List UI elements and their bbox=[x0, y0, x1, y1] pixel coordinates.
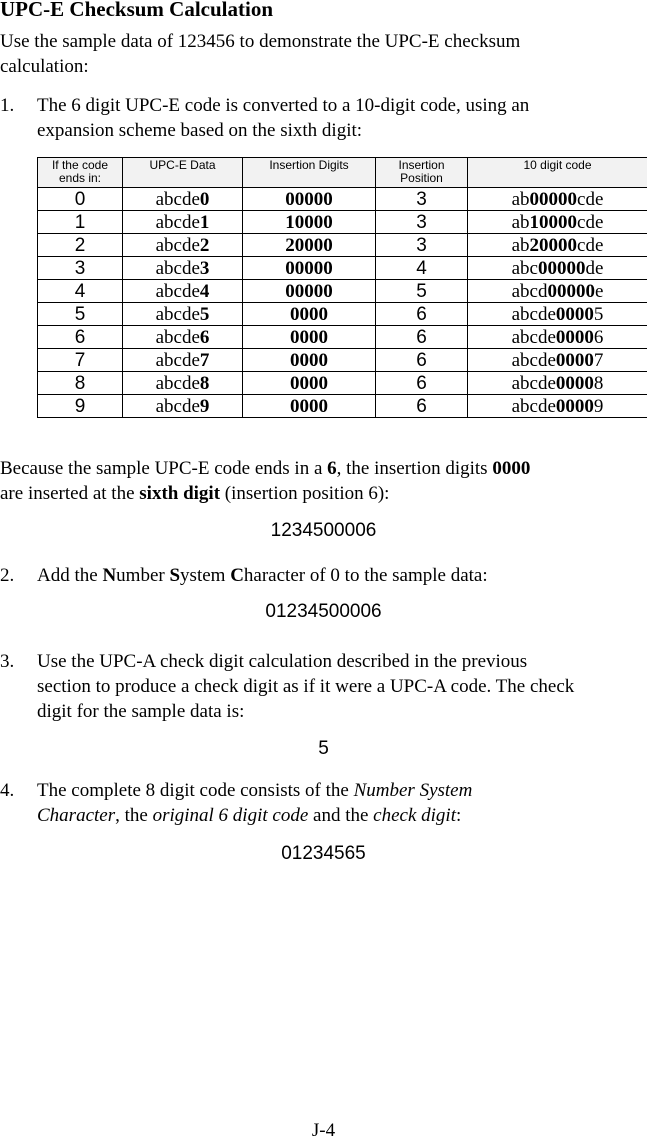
code-inserted: 00000 bbox=[530, 189, 578, 210]
insertion-digits: 0000 bbox=[290, 350, 328, 371]
data-prefix: abcde bbox=[156, 350, 200, 371]
cell-upce-data bbox=[123, 211, 243, 234]
code-inserted: 0000 bbox=[556, 304, 594, 325]
insertion-digits: 0000 bbox=[290, 396, 328, 417]
cell-10-digit-code bbox=[468, 188, 647, 211]
code-inserted: 20000 bbox=[530, 235, 578, 256]
code-with-number-system: 01234500006 bbox=[0, 601, 647, 623]
table-row bbox=[38, 349, 647, 372]
code-prefix: abcde bbox=[512, 304, 556, 325]
cell-upce-data bbox=[123, 326, 243, 349]
step-text bbox=[37, 778, 537, 828]
step4-italic-original: original 6 digit code bbox=[153, 805, 309, 826]
cell-insertion-position: 5 bbox=[376, 280, 468, 303]
cell-10-digit-code bbox=[468, 326, 647, 349]
insertion-digits: 20000 bbox=[285, 235, 333, 256]
data-prefix: abcde bbox=[156, 235, 200, 256]
cell-insertion-position: 6 bbox=[376, 326, 468, 349]
step2-text-1: umber bbox=[116, 565, 169, 586]
insertion-digits: 00000 bbox=[285, 281, 333, 302]
intro-paragraph: Use the sample data of 123456 to demonstrate the UPC-E checksum calculation: bbox=[0, 29, 600, 79]
insertion-digits: 00000 bbox=[285, 258, 333, 279]
cell-insertion-position: 4 bbox=[376, 257, 468, 280]
code-suffix: 7 bbox=[594, 350, 604, 371]
step4-italic-nsc: Number System Character bbox=[37, 780, 472, 826]
code-prefix: abcde bbox=[512, 396, 556, 417]
code-inserted: 00000 bbox=[538, 258, 586, 279]
code-prefix: abcde bbox=[512, 350, 556, 371]
cell-insertion-digits bbox=[243, 349, 376, 372]
cell-ends-in: 2 bbox=[38, 234, 123, 257]
code-inserted: 0000 bbox=[556, 327, 594, 348]
data-last-digit: 8 bbox=[200, 373, 210, 394]
code-prefix: abcde bbox=[512, 327, 556, 348]
code-inserted: 10000 bbox=[530, 212, 578, 233]
table-row bbox=[38, 280, 647, 303]
code-suffix: cde bbox=[577, 189, 603, 210]
cell-10-digit-code bbox=[468, 234, 647, 257]
cell-insertion-digits bbox=[243, 372, 376, 395]
cell-upce-data bbox=[123, 280, 243, 303]
header-upce-data: UPC-E Data bbox=[123, 158, 243, 188]
cell-insertion-digits bbox=[243, 395, 376, 418]
cell-10-digit-code bbox=[468, 372, 647, 395]
step4-italic-check: check digit bbox=[373, 805, 456, 826]
because-text-1: Because the sample UPC-E code ends in a bbox=[0, 458, 327, 479]
data-last-digit: 2 bbox=[200, 235, 210, 256]
step-number: 1. bbox=[0, 93, 14, 118]
code-suffix: 6 bbox=[594, 327, 604, 348]
step-2 bbox=[0, 563, 647, 588]
step4-text-1: , the bbox=[115, 805, 152, 826]
cell-upce-data bbox=[123, 234, 243, 257]
code-suffix: 8 bbox=[594, 373, 604, 394]
cell-10-digit-code bbox=[468, 257, 647, 280]
check-digit: 5 bbox=[0, 738, 647, 760]
table-row bbox=[38, 234, 647, 257]
data-last-digit: 4 bbox=[200, 281, 210, 302]
step-text bbox=[37, 563, 597, 588]
step2-text-pre: Add the bbox=[37, 565, 102, 586]
because-text-2: , the insertion digits bbox=[337, 458, 493, 479]
cell-insertion-digits bbox=[243, 234, 376, 257]
insertion-digits: 0000 bbox=[290, 304, 328, 325]
code-suffix: cde bbox=[577, 212, 603, 233]
step2-bold-n: N bbox=[102, 565, 116, 586]
cell-ends-in: 5 bbox=[38, 303, 123, 326]
data-prefix: abcde bbox=[156, 373, 200, 394]
code-prefix: ab bbox=[512, 189, 530, 210]
table-row bbox=[38, 395, 647, 418]
table-row bbox=[38, 211, 647, 234]
table-header-row bbox=[38, 158, 647, 188]
table-row bbox=[38, 372, 647, 395]
cell-insertion-position: 3 bbox=[376, 188, 468, 211]
code-prefix: abc bbox=[512, 258, 538, 279]
cell-insertion-position: 6 bbox=[376, 303, 468, 326]
code-prefix: abcde bbox=[512, 373, 556, 394]
code-prefix: ab bbox=[512, 235, 530, 256]
data-last-digit: 3 bbox=[200, 258, 210, 279]
cell-upce-data bbox=[123, 349, 243, 372]
step2-text-3: haracter of 0 to the sample data: bbox=[244, 565, 488, 586]
cell-insertion-position: 6 bbox=[376, 349, 468, 372]
code-suffix: 5 bbox=[594, 304, 604, 325]
data-prefix: abcde bbox=[156, 189, 200, 210]
data-prefix: abcde bbox=[156, 327, 200, 348]
code-suffix: de bbox=[585, 258, 603, 279]
cell-ends-in: 1 bbox=[38, 211, 123, 234]
data-last-digit: 1 bbox=[200, 212, 210, 233]
step4-text-pre: The complete 8 digit code consists of the bbox=[37, 780, 354, 801]
cell-insertion-digits bbox=[243, 188, 376, 211]
step-number: 2. bbox=[0, 563, 14, 588]
page-number: J-4 bbox=[0, 1120, 647, 1142]
step-1 bbox=[0, 93, 647, 143]
final-code: 01234565 bbox=[0, 843, 647, 865]
code-inserted: 0000 bbox=[556, 373, 594, 394]
code-prefix: abcd bbox=[512, 281, 548, 302]
header-insertion-position: Insertion Position bbox=[376, 158, 468, 188]
cell-ends-in: 8 bbox=[38, 372, 123, 395]
data-last-digit: 7 bbox=[200, 350, 210, 371]
step-3 bbox=[0, 649, 647, 724]
header-10-digit-code: 10 digit code bbox=[468, 158, 647, 188]
header-ends-in: If the code ends in: bbox=[38, 158, 123, 188]
cell-upce-data bbox=[123, 395, 243, 418]
because-paragraph bbox=[0, 456, 620, 506]
cell-insertion-digits bbox=[243, 211, 376, 234]
cell-insertion-digits bbox=[243, 257, 376, 280]
because-text-4: (insertion position 6): bbox=[220, 483, 389, 504]
step2-text-2: ystem bbox=[180, 565, 230, 586]
cell-insertion-digits bbox=[243, 303, 376, 326]
cell-upce-data bbox=[123, 188, 243, 211]
step4-text-2: and the bbox=[308, 805, 373, 826]
data-prefix: abcde bbox=[156, 212, 200, 233]
step-number: 3. bbox=[0, 649, 14, 674]
cell-10-digit-code bbox=[468, 395, 647, 418]
cell-10-digit-code bbox=[468, 211, 647, 234]
insertion-digits: 0000 bbox=[290, 327, 328, 348]
data-prefix: abcde bbox=[156, 304, 200, 325]
expanded-code: 1234500006 bbox=[0, 520, 647, 542]
cell-ends-in: 7 bbox=[38, 349, 123, 372]
cell-upce-data bbox=[123, 303, 243, 326]
step-text: The 6 digit UPC-E code is converted to a 10-digit code, using an expansion scheme based on the sixth digit: bbox=[37, 93, 597, 143]
code-suffix: 9 bbox=[594, 396, 604, 417]
cell-insertion-position: 6 bbox=[376, 372, 468, 395]
data-prefix: abcde bbox=[156, 258, 200, 279]
data-last-digit: 9 bbox=[200, 396, 210, 417]
step4-text-3: : bbox=[456, 805, 461, 826]
cell-insertion-position: 3 bbox=[376, 211, 468, 234]
code-inserted: 0000 bbox=[556, 350, 594, 371]
cell-insertion-position: 3 bbox=[376, 234, 468, 257]
cell-upce-data bbox=[123, 372, 243, 395]
because-text-3: are inserted at the bbox=[0, 483, 139, 504]
insertion-digits: 00000 bbox=[285, 189, 333, 210]
step2-bold-s: S bbox=[169, 565, 180, 586]
cell-insertion-digits bbox=[243, 326, 376, 349]
cell-ends-in: 0 bbox=[38, 188, 123, 211]
step-text: Use the UPC-A check digit calculation described in the previous section to produce a check digit as if it were a UPC-A code. The check digit for the sample data is: bbox=[37, 649, 582, 724]
cell-10-digit-code bbox=[468, 349, 647, 372]
table-row bbox=[38, 257, 647, 280]
code-inserted: 00000 bbox=[547, 281, 595, 302]
cell-ends-in: 6 bbox=[38, 326, 123, 349]
step-4 bbox=[0, 778, 647, 828]
data-last-digit: 0 bbox=[200, 189, 210, 210]
code-prefix: ab bbox=[512, 212, 530, 233]
code-suffix: e bbox=[595, 281, 603, 302]
cell-ends-in: 3 bbox=[38, 257, 123, 280]
data-prefix: abcde bbox=[156, 281, 200, 302]
data-last-digit: 6 bbox=[200, 327, 210, 348]
cell-insertion-digits bbox=[243, 280, 376, 303]
insertion-digits: 10000 bbox=[285, 212, 333, 233]
cell-10-digit-code bbox=[468, 303, 647, 326]
data-prefix: abcde bbox=[156, 396, 200, 417]
cell-ends-in: 4 bbox=[38, 280, 123, 303]
cell-ends-in: 9 bbox=[38, 395, 123, 418]
table-row bbox=[38, 303, 647, 326]
cell-upce-data bbox=[123, 257, 243, 280]
step-number: 4. bbox=[0, 778, 14, 803]
cell-insertion-position: 6 bbox=[376, 395, 468, 418]
data-last-digit: 5 bbox=[200, 304, 210, 325]
table-row bbox=[38, 326, 647, 349]
because-bold-insertion: 0000 bbox=[492, 458, 530, 479]
expansion-table bbox=[37, 157, 647, 418]
code-suffix: cde bbox=[577, 235, 603, 256]
because-bold-digit: 6 bbox=[327, 458, 337, 479]
page-title: UPC-E Checksum Calculation bbox=[0, 0, 273, 22]
code-inserted: 0000 bbox=[556, 396, 594, 417]
table-row bbox=[38, 188, 647, 211]
cell-10-digit-code bbox=[468, 280, 647, 303]
because-bold-position: sixth digit bbox=[139, 483, 220, 504]
header-insertion-digits: Insertion Digits bbox=[243, 158, 376, 188]
insertion-digits: 0000 bbox=[290, 373, 328, 394]
step2-bold-c: C bbox=[230, 565, 244, 586]
